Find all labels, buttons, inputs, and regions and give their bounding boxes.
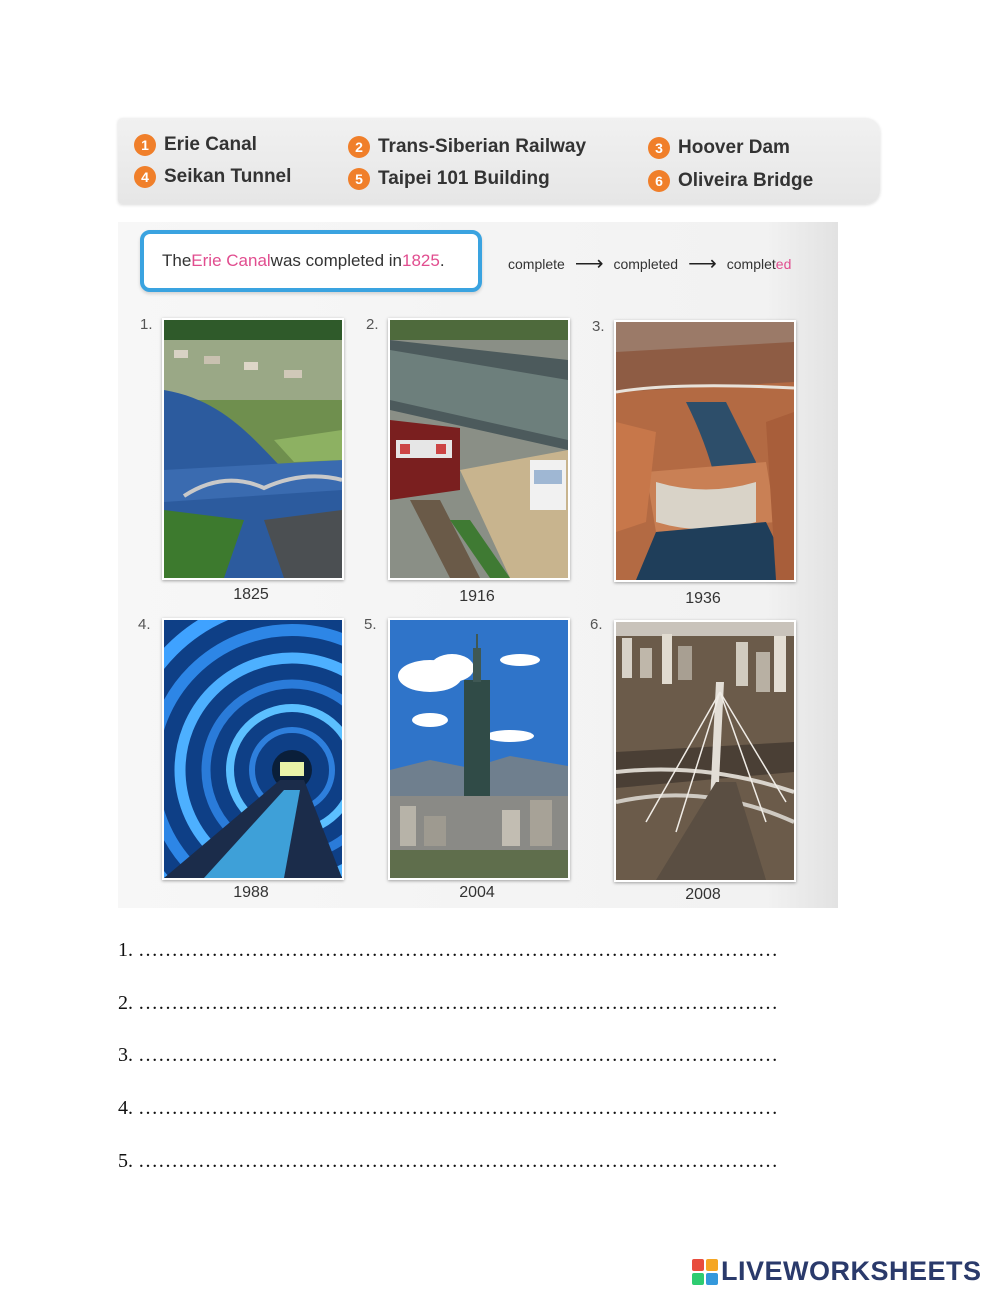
example-suffix: . [439,251,445,270]
example-year: 1825 [402,251,440,270]
picture-year: 2004 [459,884,495,901]
legend-item-erie-canal [134,132,257,158]
answer-line-3[interactable]: 3. …………………………………………………………………………………… [118,1044,778,1066]
picture-year: 2008 [685,886,721,903]
picture-number: 4. [138,616,151,633]
number-badge: 6 [648,170,670,192]
dam-photo [614,320,796,582]
legend-label: Seikan Tunnel [164,166,292,187]
picture-year: 1936 [685,590,721,607]
number-badge: 3 [648,137,670,159]
answer-line-4[interactable]: 4. …………………………………………………………………………………… [118,1097,778,1119]
verb-participle-ending: ed [775,256,792,272]
tower-photo [388,618,570,880]
picture-panel [118,222,838,908]
answer-line-2[interactable]: 2. …………………………………………………………………………………… [118,992,778,1014]
arrow-right-icon: ⟶ [688,253,717,275]
tunnel-photo [162,618,344,880]
verb-participle-stem: complet [726,256,776,272]
arrow-right-icon: ⟶ [574,253,604,275]
legend-label: Taipei 101 Building [378,168,550,189]
picture-number: 1. [140,316,153,333]
picture-year: 1916 [459,588,495,605]
picture-number: 6. [590,616,603,633]
canal-photo [162,318,344,580]
legend-item-oliveira-bridge [648,168,813,194]
number-badge: 1 [134,134,156,156]
legend-label: Hoover Dam [678,137,790,158]
liveworksheets-logo-icon [692,1259,718,1285]
verb-past: completed [613,256,679,272]
number-badge: 4 [134,166,156,188]
picture-year: 1825 [233,586,269,603]
example-sentence [140,230,482,292]
picture-number: 5. [364,616,377,633]
legend-item-taipei-101 [348,166,550,192]
answer-line-1[interactable]: 1. …………………………………………………………………………………… [118,939,778,961]
answer-line-5[interactable]: 5. …………………………………………………………………………………… [118,1150,778,1172]
legend-item-hoover-dam [648,135,790,161]
verb-participle [727,256,792,272]
number-badge: 5 [348,168,370,190]
brand-name: LIVEWORKSHEETS [721,1256,982,1286]
legend-label: Trans-Siberian Railway [378,136,587,157]
number-badge: 2 [348,136,370,158]
picture-year: 1988 [233,884,269,901]
landmark-legend [118,118,880,204]
example-middle: was completed in [270,251,403,270]
picture-number: 2. [366,316,379,333]
legend-label: Erie Canal [164,134,257,155]
legend-label: Oliveira Bridge [678,170,814,191]
example-prefix: The [162,251,192,270]
verb-forms [508,253,792,275]
legend-item-seikan-tunnel [134,164,291,190]
liveworksheets-brand [692,1256,982,1287]
picture-number: 3. [592,318,605,335]
example-subject: Erie Canal [191,251,271,270]
railway-photo [388,318,570,580]
bridge-photo [614,620,796,882]
legend-item-trans-siberian-railway [348,134,586,160]
verb-base: complete [508,256,565,272]
